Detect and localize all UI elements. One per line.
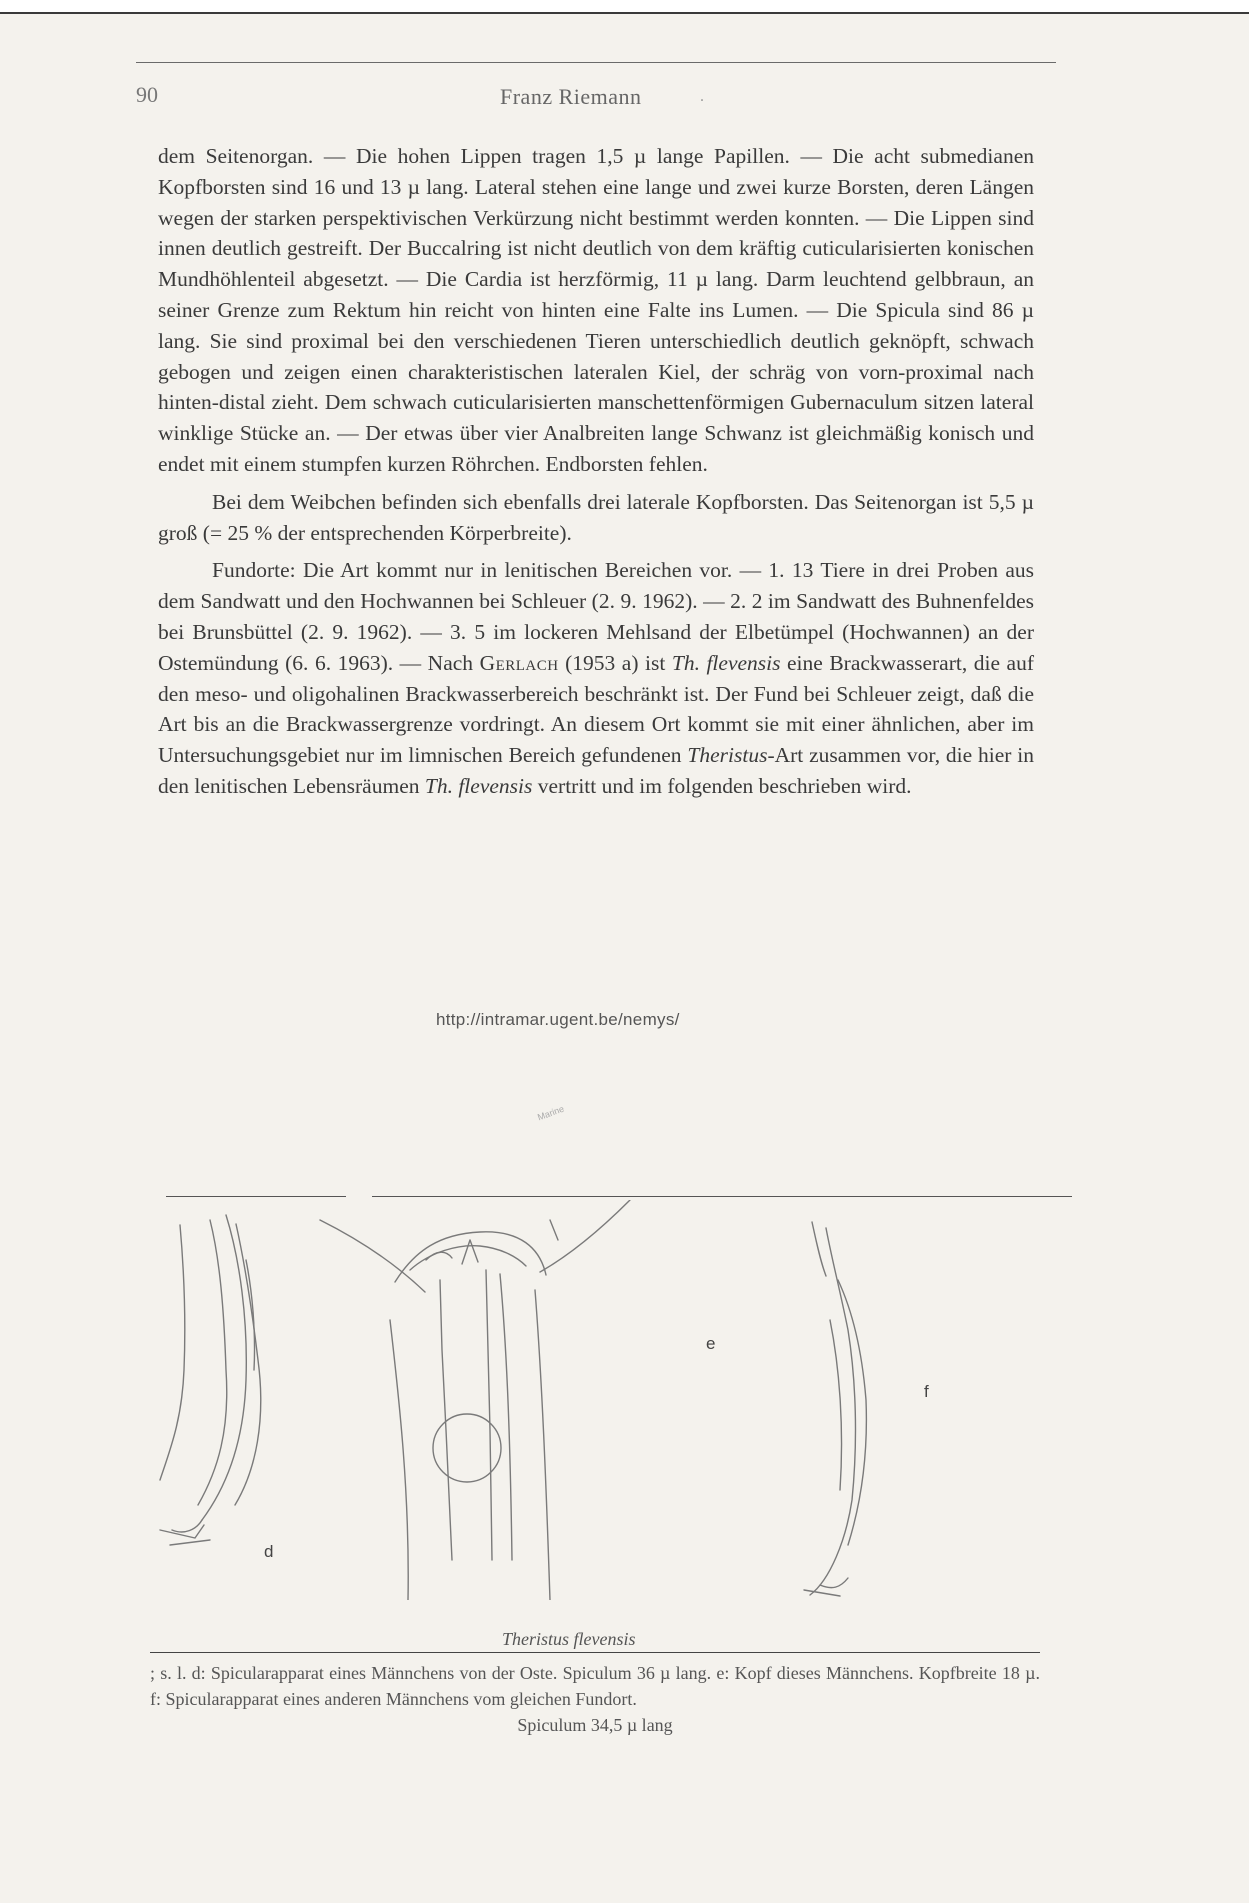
caption-first-line bbox=[150, 1626, 1040, 1652]
figure-caption-body bbox=[150, 1660, 1040, 1738]
genus-name: Theristus bbox=[687, 743, 768, 768]
species-name: Th. flevensis bbox=[671, 650, 781, 675]
author-name: Gerlach bbox=[479, 650, 559, 675]
fundorte-text-4: -Art zusammen vor, die hier in den lenitischen Lebensräumen bbox=[158, 743, 1034, 798]
figure-label-e: e bbox=[706, 1334, 716, 1353]
figure-rule bbox=[372, 1196, 1072, 1197]
fundorte-text-1: Fundorte: Die Art kommt nur in lenitischen Bereichen vor. — 1. 13 Tiere in drei Proben aus dem Sandwatt und den Hochwannen bei Schleuer (2. 9. 1962). — 2. 2 im Sandwatt des Buhnenfeldes bei Brunsbüttel (2. 9. 1962). — 3. 5 im lockeren Mehlsand der Elbetümpel (Hochwannen) an der Ostemündung (6. 6. 1963). — Nach bbox=[158, 558, 1034, 675]
caption-last-line: Spiculum 34,5 µ lang bbox=[517, 1715, 673, 1735]
header-rule bbox=[136, 62, 1056, 63]
fundorte-text-5: vertritt und im folgenden beschrieben wird. bbox=[532, 773, 912, 798]
figure-label-f: f bbox=[924, 1382, 929, 1401]
figure-rule bbox=[166, 1196, 346, 1197]
caption-species: Theristus flevensis bbox=[502, 1629, 636, 1649]
fundorte-text-2: (1953 a) ist bbox=[558, 650, 672, 675]
figure-label-d: d bbox=[264, 1542, 274, 1561]
drawing-d bbox=[160, 1215, 261, 1545]
paragraph-female: Bei dem Weibchen befinden sich ebenfalls drei laterale Kopfborsten. Das Seitenorgan ist 5,5 µ groß (= 25 % der entsprechenden Körperbreite). bbox=[158, 489, 1034, 545]
species-name: Th. flevensis bbox=[424, 773, 533, 798]
running-head: Franz Riemann bbox=[500, 84, 642, 109]
nematode-drawings bbox=[140, 1200, 1070, 1600]
page-top-edge bbox=[0, 0, 1249, 14]
fundorte-text-3: eine Brackwasserart, die auf den meso- und oligohalinen Brackwasserbereich beschränkt ist. Der Fund bei Schleuer zeigt, daß die Art bis an die Brackwassergrenze vordringt. An diesem Ort kommt sie mit einer ähnlichen, aber im Untersuchungsgebiet nur im limnischen Bereich gefundenen bbox=[158, 650, 1034, 768]
watermark-logo: Marine bbox=[536, 1103, 566, 1123]
caption-text: ; s. l. d: Spicularapparat eines Männchens von der Oste. Spiculum 36 µ lang. e: Kopf dieses Männchens. Kopfbreite 18 µ. f: Spicularapparat eines anderen Männchens vom gleichen Fundort. bbox=[150, 1663, 1040, 1709]
body-text bbox=[158, 141, 1034, 802]
watermark-url: http://intramar.ugent.be/nemys/ bbox=[436, 1010, 680, 1029]
paragraph-fundorte bbox=[158, 555, 1034, 801]
caption-rule bbox=[150, 1652, 1040, 1653]
drawing-f bbox=[804, 1222, 866, 1596]
figure-caption bbox=[150, 1626, 1040, 1652]
page-number: 90 bbox=[136, 82, 158, 107]
drawing-e bbox=[320, 1200, 630, 1600]
stray-mark: . bbox=[700, 88, 704, 105]
figure-drawings bbox=[140, 1200, 1070, 1600]
paragraph-description: dem Seitenorgan. — Die hohen Lippen tragen 1,5 µ lange Papillen. — Die acht submedianen Kopfborsten sind 16 und 13 µ lang. Lateral stehen eine lange und zwei kurze Borsten, deren Längen wegen der starken perspektivischen Verkürzung nicht bestimmt werden konnten. — Die Lippen sind innen deutlich gestreift. Der Buccalring ist nicht deutlich von dem kräftig cuticularisierten konischen Mundhöhlenteil abgesetzt. — Die Cardia ist herzförmig, 11 µ lang. Darm leuchtend gelbbraun, an seiner Grenze zum Rektum hin reicht von hinten eine Falte ins Lumen. — Die Spicula sind 86 µ lang. Sie sind proximal bei den verschiedenen Tieren unterschiedlich deutlich geknöpft, schwach gebogen und zeigen einen charakteristischen lateralen Kiel, der schräg von vorn-proximal nach hinten-distal zieht. Dem schwach cuticularisierten manschettenförmigen Gubernaculum sitzen lateral winklige Stücke an. — Der etwas über vier Analbreiten lange Schwanz ist gleichmäßig konisch und endet mit einem stumpfen kurzen Röhrchen. Endborsten fehlen. bbox=[158, 144, 1034, 476]
